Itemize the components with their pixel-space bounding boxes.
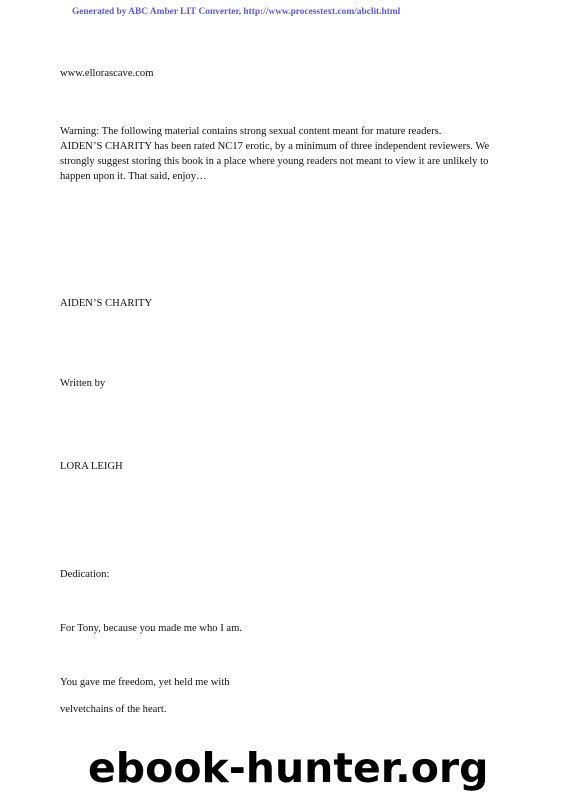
written-by-label: Written by [60, 378, 106, 389]
generator-banner[interactable]: Generated by ABC Amber LIT Converter, http://www.processtext.com/abclit.html [72, 7, 401, 17]
warning-line-3: strongly suggest storing this book in a place where young readers not meant to view it are unlikely to [60, 156, 489, 167]
author-name: LORA LEIGH [60, 461, 123, 472]
watermark-text: ebook-hunter.org [88, 744, 489, 792]
website-link[interactable]: www.ellorascave.com [60, 68, 154, 79]
warning-line-2: AIDEN’S CHARITY has been rated NC17 erotic, by a minimum of three independent reviewers. We [60, 141, 490, 152]
dedication-heading: Dedication: [60, 569, 110, 580]
dedication-line-1: For Tony, because you made me who I am. [60, 623, 242, 634]
warning-line-1: Warning: The following material contains strong sexual content meant for mature readers. [60, 126, 442, 137]
warning-line-4: happen upon it. That said, enjoy… [60, 171, 207, 182]
warning-paragraph [60, 124, 530, 184]
dedication-line-3: velvetchains of the heart. [60, 704, 167, 715]
book-title: AIDEN’S CHARITY [60, 298, 153, 309]
dedication-line-2: You gave me freedom, yet held me with [60, 677, 230, 688]
